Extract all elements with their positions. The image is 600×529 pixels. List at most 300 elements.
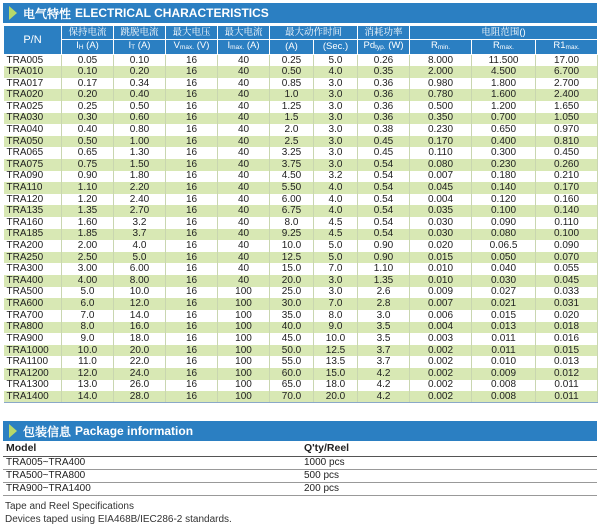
r1-max-cell: 0.016 [536, 333, 598, 345]
power-dissipation-cell: 2.6 [358, 287, 410, 299]
part-number-cell: TRA1200 [4, 368, 62, 380]
trip-test-current-cell: 70.0 [270, 391, 314, 403]
trip-time-cell: 3.0 [314, 147, 358, 159]
trip-current-cell: 0.40 [114, 89, 166, 101]
max-voltage-cell: 16 [166, 310, 218, 322]
trip-current-cell: 0.50 [114, 101, 166, 113]
hold-current-cell: 0.20 [62, 89, 114, 101]
r1-max-cell: 0.970 [536, 124, 598, 136]
hold-current-cell: 11.0 [62, 356, 114, 368]
r1-max-cell: 0.140 [536, 205, 598, 217]
r-min-cell: 0.780 [410, 89, 472, 101]
max-voltage-cell: 16 [166, 380, 218, 392]
r1-max-cell: 0.110 [536, 217, 598, 229]
trip-test-current-cell: 6.75 [270, 205, 314, 217]
trip-current-cell: 12.0 [114, 298, 166, 310]
trip-current-cell: 18.0 [114, 333, 166, 345]
table-row [4, 298, 598, 310]
trip-time-cell: 3.0 [314, 287, 358, 299]
table-row [4, 229, 598, 241]
r-min-cell: 0.030 [410, 217, 472, 229]
part-number-cell: TRA120 [4, 194, 62, 206]
r1-max-cell: 0.160 [536, 194, 598, 206]
part-number-cell: TRA020 [4, 89, 62, 101]
trip-time-cell: 3.0 [314, 159, 358, 171]
hold-current-cell: 1.35 [62, 205, 114, 217]
trip-test-current-cell: 5.50 [270, 182, 314, 194]
r-max-cell: 0.300 [472, 147, 536, 159]
trip-time-cell: 5.0 [314, 55, 358, 67]
r1-max-cell: 0.070 [536, 252, 598, 264]
trip-current-cell: 22.0 [114, 356, 166, 368]
r-max-cell: 0.030 [472, 275, 536, 287]
table-row [4, 66, 598, 78]
power-dissipation-cell: 3.0 [358, 310, 410, 322]
r-max-cell: 0.090 [472, 217, 536, 229]
r-min-cell: 0.004 [410, 194, 472, 206]
max-voltage-cell: 16 [166, 194, 218, 206]
part-number-cell: TRA017 [4, 78, 62, 90]
r1-max-cell: 0.015 [536, 345, 598, 357]
hold-current-cell: 0.17 [62, 78, 114, 90]
section-arrow-icon [9, 424, 17, 438]
trip-time-cell: 8.0 [314, 310, 358, 322]
r-min-cell: 0.002 [410, 345, 472, 357]
power-dissipation-cell: 0.90 [358, 240, 410, 252]
header-hold-cn: 保持电流 [62, 26, 114, 40]
part-number-cell: TRA1000 [4, 345, 62, 357]
r1-max-cell: 0.170 [536, 182, 598, 194]
header-rmin: Rmin. [410, 40, 472, 55]
r-min-cell: 0.002 [410, 368, 472, 380]
package-section-title-en: Package information [75, 424, 194, 438]
r-max-cell: 0.011 [472, 333, 536, 345]
package-header-model: Model [3, 441, 293, 456]
header-rmax: Rmax. [472, 40, 536, 55]
r-max-cell: 0.180 [472, 171, 536, 183]
electrical-characteristics-table [3, 25, 598, 403]
trip-test-current-cell: 55.0 [270, 356, 314, 368]
electrical-section-title-en: ELECTRICAL CHARACTERISTICS [75, 6, 269, 20]
trip-test-current-cell: 6.00 [270, 194, 314, 206]
max-current-cell: 40 [218, 182, 270, 194]
table-row [4, 356, 598, 368]
trip-time-cell: 3.0 [314, 136, 358, 148]
max-voltage-cell: 16 [166, 333, 218, 345]
trip-time-cell: 3.0 [314, 113, 358, 125]
table-row [4, 380, 598, 392]
max-current-cell: 40 [218, 55, 270, 67]
trip-test-current-cell: 1.5 [270, 113, 314, 125]
trip-current-cell: 6.00 [114, 263, 166, 275]
trip-test-current-cell: 20.0 [270, 275, 314, 287]
max-voltage-cell: 16 [166, 252, 218, 264]
trip-time-cell: 9.0 [314, 322, 358, 334]
table-row [4, 136, 598, 148]
max-current-cell: 100 [218, 345, 270, 357]
trip-time-cell: 4.5 [314, 229, 358, 241]
max-current-cell: 40 [218, 159, 270, 171]
max-voltage-cell: 16 [166, 391, 218, 403]
max-voltage-cell: 16 [166, 66, 218, 78]
power-dissipation-cell: 0.45 [358, 136, 410, 148]
trip-current-cell: 24.0 [114, 368, 166, 380]
max-voltage-cell: 16 [166, 263, 218, 275]
part-number-cell: TRA050 [4, 136, 62, 148]
package-qty: 1000 pcs [293, 456, 597, 469]
max-voltage-cell: 16 [166, 240, 218, 252]
trip-current-cell: 20.0 [114, 345, 166, 357]
trip-time-cell: 13.5 [314, 356, 358, 368]
power-dissipation-cell: 0.54 [358, 217, 410, 229]
table-row [4, 287, 598, 299]
max-voltage-cell: 16 [166, 356, 218, 368]
hold-current-cell: 0.10 [62, 66, 114, 78]
power-dissipation-cell: 1.35 [358, 275, 410, 287]
max-current-cell: 40 [218, 101, 270, 113]
r1-max-cell: 0.020 [536, 310, 598, 322]
hold-current-cell: 10.0 [62, 345, 114, 357]
power-dissipation-cell: 3.5 [358, 333, 410, 345]
r-min-cell: 0.002 [410, 391, 472, 403]
trip-test-current-cell: 25.0 [270, 287, 314, 299]
table-row [4, 182, 598, 194]
header-vmax-cn: 最大电压 [166, 26, 218, 40]
table-row [4, 124, 598, 136]
power-dissipation-cell: 1.10 [358, 263, 410, 275]
r-min-cell: 0.230 [410, 124, 472, 136]
hold-current-cell: 7.0 [62, 310, 114, 322]
trip-current-cell: 0.80 [114, 124, 166, 136]
table-row [4, 263, 598, 275]
power-dissipation-cell: 0.54 [358, 194, 410, 206]
r-max-cell: 0.080 [472, 229, 536, 241]
part-number-cell: TRA185 [4, 229, 62, 241]
package-qty: 500 pcs [293, 469, 597, 482]
header-imax-unit: Imax. (A) [218, 40, 270, 55]
table-row [4, 89, 598, 101]
trip-time-cell: 10.0 [314, 333, 358, 345]
power-dissipation-cell: 0.38 [358, 124, 410, 136]
r-max-cell: 0.021 [472, 298, 536, 310]
hold-current-cell: 1.10 [62, 182, 114, 194]
max-voltage-cell: 16 [166, 287, 218, 299]
part-number-cell: TRA400 [4, 275, 62, 287]
power-dissipation-cell: 3.5 [358, 322, 410, 334]
header-trip-unit: IT (A) [114, 40, 166, 55]
hold-current-cell: 12.0 [62, 368, 114, 380]
r-max-cell: 0.100 [472, 205, 536, 217]
max-voltage-cell: 16 [166, 101, 218, 113]
trip-current-cell: 1.00 [114, 136, 166, 148]
hold-current-cell: 5.0 [62, 287, 114, 299]
trip-test-current-cell: 4.50 [270, 171, 314, 183]
r-max-cell: 0.009 [472, 368, 536, 380]
hold-current-cell: 6.0 [62, 298, 114, 310]
r-max-cell: 1.600 [472, 89, 536, 101]
trip-test-current-cell: 65.0 [270, 380, 314, 392]
r1-max-cell: 2.700 [536, 78, 598, 90]
part-number-cell: TRA200 [4, 240, 62, 252]
r-min-cell: 8.000 [410, 55, 472, 67]
trip-test-current-cell: 50.0 [270, 345, 314, 357]
table-row [3, 469, 597, 482]
max-current-cell: 40 [218, 113, 270, 125]
r1-max-cell: 1.650 [536, 101, 598, 113]
r1-max-cell: 0.012 [536, 368, 598, 380]
trip-test-current-cell: 0.25 [270, 55, 314, 67]
hold-current-cell: 0.30 [62, 113, 114, 125]
max-current-cell: 40 [218, 252, 270, 264]
trip-time-cell: 3.0 [314, 101, 358, 113]
power-dissipation-cell: 2.8 [358, 298, 410, 310]
part-number-cell: TRA300 [4, 263, 62, 275]
r-max-cell: 0.650 [472, 124, 536, 136]
r-min-cell: 0.170 [410, 136, 472, 148]
table-row [4, 322, 598, 334]
trip-time-cell: 4.5 [314, 217, 358, 229]
r-min-cell: 0.007 [410, 298, 472, 310]
trip-time-cell: 3.2 [314, 171, 358, 183]
r-max-cell: 0.010 [472, 356, 536, 368]
trip-time-cell: 3.0 [314, 78, 358, 90]
package-model: TRA900~TRA1400 [3, 482, 293, 495]
hold-current-cell: 14.0 [62, 391, 114, 403]
r-max-cell: 0.027 [472, 287, 536, 299]
max-current-cell: 40 [218, 124, 270, 136]
table-row [4, 55, 598, 67]
hold-current-cell: 1.20 [62, 194, 114, 206]
hold-current-cell: 1.60 [62, 217, 114, 229]
r-max-cell: 0.400 [472, 136, 536, 148]
r-max-cell: 1.800 [472, 78, 536, 90]
max-current-cell: 40 [218, 136, 270, 148]
r-max-cell: 0.008 [472, 380, 536, 392]
hold-current-cell: 0.75 [62, 159, 114, 171]
header-r1max: R1max. [536, 40, 598, 55]
part-number-cell: TRA025 [4, 101, 62, 113]
power-dissipation-cell: 0.26 [358, 55, 410, 67]
trip-time-cell: 18.0 [314, 380, 358, 392]
trip-current-cell: 16.0 [114, 322, 166, 334]
power-dissipation-cell: 0.36 [358, 101, 410, 113]
trip-test-current-cell: 45.0 [270, 333, 314, 345]
max-current-cell: 100 [218, 322, 270, 334]
r-min-cell: 0.002 [410, 380, 472, 392]
trip-test-current-cell: 30.0 [270, 298, 314, 310]
header-pn: P/N [4, 26, 62, 55]
electrical-table-body [4, 55, 598, 403]
table-row [4, 78, 598, 90]
table-row [4, 171, 598, 183]
part-number-cell: TRA500 [4, 287, 62, 299]
power-dissipation-cell: 0.36 [358, 89, 410, 101]
trip-current-cell: 5.0 [114, 252, 166, 264]
r1-max-cell: 0.011 [536, 391, 598, 403]
notes-line-2: Devices taped using EIA468B/IEC286-2 standards. [5, 514, 232, 525]
r-min-cell: 0.030 [410, 229, 472, 241]
r-min-cell: 0.010 [410, 263, 472, 275]
trip-current-cell: 2.40 [114, 194, 166, 206]
hold-current-cell: 2.50 [62, 252, 114, 264]
trip-current-cell: 0.34 [114, 78, 166, 90]
header-trip-cn: 跳脱电流 [114, 26, 166, 40]
trip-current-cell: 0.10 [114, 55, 166, 67]
trip-time-cell: 3.0 [314, 89, 358, 101]
table-row [4, 194, 598, 206]
r-max-cell: 1.200 [472, 101, 536, 113]
r-max-cell: 0.230 [472, 159, 536, 171]
max-current-cell: 100 [218, 391, 270, 403]
r1-max-cell: 0.100 [536, 229, 598, 241]
r-max-cell: 0.013 [472, 322, 536, 334]
max-current-cell: 100 [218, 356, 270, 368]
table-row [4, 101, 598, 113]
hold-current-cell: 1.85 [62, 229, 114, 241]
trip-current-cell: 2.20 [114, 182, 166, 194]
trip-time-cell: 3.0 [314, 275, 358, 287]
max-voltage-cell: 16 [166, 159, 218, 171]
trip-test-current-cell: 60.0 [270, 368, 314, 380]
power-dissipation-cell: 0.54 [358, 205, 410, 217]
r-min-cell: 0.007 [410, 171, 472, 183]
r1-max-cell: 0.450 [536, 147, 598, 159]
r-min-cell: 0.035 [410, 205, 472, 217]
r-min-cell: 0.110 [410, 147, 472, 159]
header-hold-unit: IH (A) [62, 40, 114, 55]
trip-test-current-cell: 0.85 [270, 78, 314, 90]
package-section-bar [3, 421, 597, 441]
r-min-cell: 0.080 [410, 159, 472, 171]
part-number-cell: TRA090 [4, 171, 62, 183]
r-max-cell: 0.120 [472, 194, 536, 206]
r1-max-cell: 1.050 [536, 113, 598, 125]
max-current-cell: 40 [218, 263, 270, 275]
hold-current-cell: 13.0 [62, 380, 114, 392]
part-number-cell: TRA160 [4, 217, 62, 229]
r-min-cell: 0.003 [410, 333, 472, 345]
table-row [4, 113, 598, 125]
part-number-cell: TRA135 [4, 205, 62, 217]
table-row [4, 275, 598, 287]
power-dissipation-cell: 0.90 [358, 252, 410, 264]
trip-time-cell: 20.0 [314, 391, 358, 403]
max-voltage-cell: 16 [166, 147, 218, 159]
table-row [3, 456, 597, 469]
r1-max-cell: 0.055 [536, 263, 598, 275]
package-model: TRA005~TRA400 [3, 456, 293, 469]
header-time-cn: 最大动作时间 [270, 26, 358, 40]
power-dissipation-cell: 0.36 [358, 113, 410, 125]
trip-current-cell: 8.00 [114, 275, 166, 287]
r-min-cell: 0.002 [410, 356, 472, 368]
trip-current-cell: 3.7 [114, 229, 166, 241]
power-dissipation-cell: 4.2 [358, 368, 410, 380]
trip-current-cell: 1.50 [114, 159, 166, 171]
power-dissipation-cell: 3.7 [358, 345, 410, 357]
hold-current-cell: 0.90 [62, 171, 114, 183]
trip-test-current-cell: 8.0 [270, 217, 314, 229]
part-number-cell: TRA010 [4, 66, 62, 78]
r-max-cell: 0.700 [472, 113, 536, 125]
trip-time-cell: 4.0 [314, 205, 358, 217]
trip-test-current-cell: 10.0 [270, 240, 314, 252]
table-row [4, 217, 598, 229]
r1-max-cell: 0.090 [536, 240, 598, 252]
header-time-a: (A) [270, 40, 314, 55]
max-voltage-cell: 16 [166, 345, 218, 357]
r-min-cell: 0.500 [410, 101, 472, 113]
trip-time-cell: 5.0 [314, 240, 358, 252]
max-current-cell: 100 [218, 380, 270, 392]
max-voltage-cell: 16 [166, 229, 218, 241]
hold-current-cell: 4.00 [62, 275, 114, 287]
r-min-cell: 0.045 [410, 182, 472, 194]
table-row [3, 482, 597, 495]
max-voltage-cell: 16 [166, 78, 218, 90]
part-number-cell: TRA110 [4, 182, 62, 194]
r1-max-cell: 6.700 [536, 66, 598, 78]
electrical-section-title-cn: 电气特性 [23, 6, 72, 21]
hold-current-cell: 0.40 [62, 124, 114, 136]
table-row [4, 391, 598, 403]
max-current-cell: 40 [218, 275, 270, 287]
trip-test-current-cell: 0.50 [270, 66, 314, 78]
trip-time-cell: 12.5 [314, 345, 358, 357]
trip-test-current-cell: 15.0 [270, 263, 314, 275]
power-dissipation-cell: 0.35 [358, 66, 410, 78]
hold-current-cell: 0.05 [62, 55, 114, 67]
part-number-cell: TRA005 [4, 55, 62, 67]
max-current-cell: 40 [218, 171, 270, 183]
table-row [4, 159, 598, 171]
trip-time-cell: 15.0 [314, 368, 358, 380]
max-voltage-cell: 16 [166, 89, 218, 101]
trip-test-current-cell: 40.0 [270, 322, 314, 334]
r-min-cell: 0.009 [410, 287, 472, 299]
trip-test-current-cell: 3.75 [270, 159, 314, 171]
header-vmax-unit: Vmax. (V) [166, 40, 218, 55]
trip-time-cell: 7.0 [314, 298, 358, 310]
trip-test-current-cell: 9.25 [270, 229, 314, 241]
r-max-cell: 0.050 [472, 252, 536, 264]
hold-current-cell: 0.25 [62, 101, 114, 113]
trip-current-cell: 4.0 [114, 240, 166, 252]
r1-max-cell: 0.045 [536, 275, 598, 287]
max-voltage-cell: 16 [166, 171, 218, 183]
table-row [4, 147, 598, 159]
package-section-title-cn: 包装信息 [23, 424, 72, 439]
trip-current-cell: 14.0 [114, 310, 166, 322]
table-row [4, 368, 598, 380]
header-time-sec: (Sec.) [314, 40, 358, 55]
max-voltage-cell: 16 [166, 322, 218, 334]
hold-current-cell: 0.65 [62, 147, 114, 159]
r-max-cell: 0.008 [472, 391, 536, 403]
hold-current-cell: 3.00 [62, 263, 114, 275]
power-dissipation-cell: 0.36 [358, 78, 410, 90]
max-current-cell: 40 [218, 229, 270, 241]
trip-time-cell: 5.0 [314, 252, 358, 264]
trip-time-cell: 4.0 [314, 66, 358, 78]
r1-max-cell: 0.018 [536, 322, 598, 334]
trip-time-cell: 3.0 [314, 124, 358, 136]
r-min-cell: 0.004 [410, 322, 472, 334]
r1-max-cell: 0.011 [536, 380, 598, 392]
package-qty: 200 pcs [293, 482, 597, 495]
max-current-cell: 40 [218, 217, 270, 229]
part-number-cell: TRA065 [4, 147, 62, 159]
